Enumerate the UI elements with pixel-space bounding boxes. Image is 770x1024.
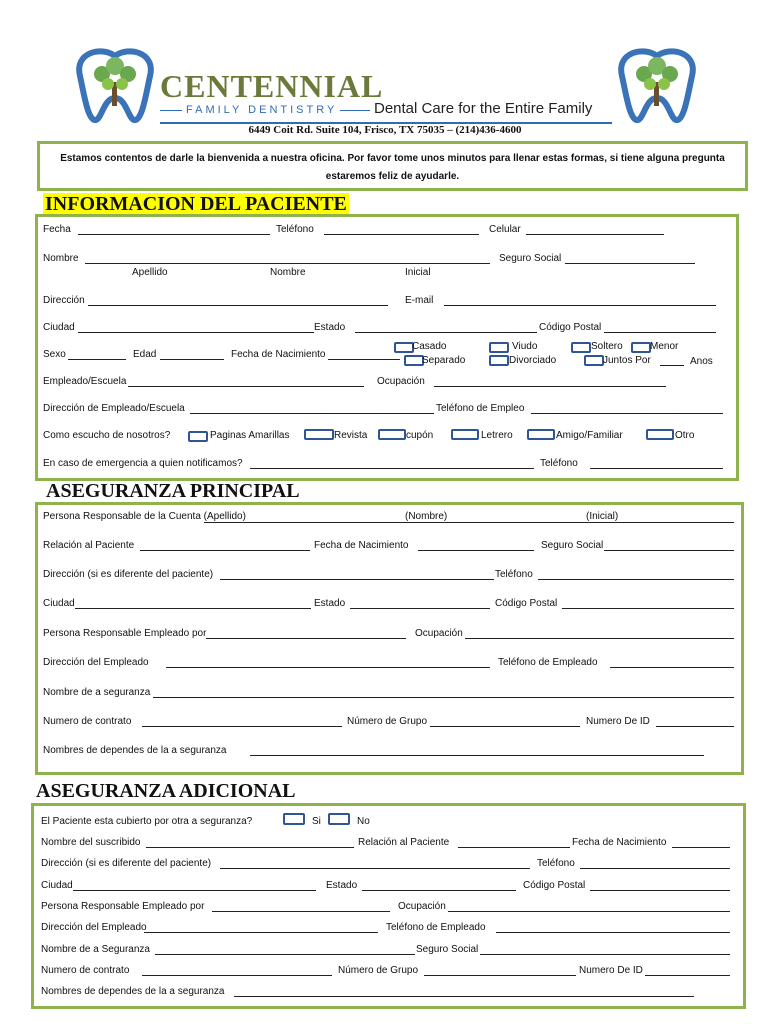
paginas-label: Paginas Amarillas [210, 430, 290, 441]
ciudad-add-field[interactable] [73, 890, 316, 891]
cubierto-label: El Paciente esta cubierto por otra a seguranza? [41, 816, 253, 827]
emergencia-label: En caso de emergencia a quien notificamos? [43, 458, 243, 469]
tel-empleado-primary-field[interactable] [610, 667, 734, 668]
fecha-nacimiento-label: Fecha de Nacimiento [231, 349, 326, 360]
ocupacion-field[interactable] [434, 386, 666, 387]
contrato-label: Numero de contrato [43, 716, 132, 727]
grupo-field[interactable] [430, 726, 580, 727]
telefono-primary-field[interactable] [538, 579, 734, 580]
responsable-field[interactable] [204, 522, 734, 523]
codigo-primary-field[interactable] [562, 608, 734, 609]
grupo-add-field[interactable] [424, 975, 576, 976]
relacion-label: Relación al Paciente [43, 540, 135, 551]
dir-empleado-primary-field[interactable] [166, 667, 490, 668]
divorciado-label: Divorciado [509, 355, 557, 366]
nombre-sub: Nombre [270, 267, 306, 278]
telefono-add-label: Teléfono [537, 858, 575, 869]
grupo-label: Número de Grupo [347, 716, 428, 727]
cupon-label: cupón [406, 430, 434, 441]
ocupacion-add-label: Ocupación [398, 901, 446, 912]
divorciado-checkbox[interactable] [489, 355, 509, 366]
soltero-label: Soltero [591, 341, 623, 352]
telefono-primary-label: Teléfono [495, 569, 533, 580]
empleado-label: Empleado/Escuela [43, 376, 127, 387]
dependes-add-field[interactable] [234, 996, 694, 997]
emergencia-field[interactable] [250, 468, 534, 469]
revista-checkbox[interactable] [304, 429, 334, 440]
tel-empleo-label: Teléfono de Empleo [436, 403, 525, 414]
celular-field[interactable] [526, 234, 664, 235]
office-address: 6449 Coit Rd. Suite 104, Frisco, TX 75035 – (214)436-4600 [248, 124, 522, 136]
ocupacion-primary-field[interactable] [465, 638, 734, 639]
fecha-nac-add-field[interactable] [672, 847, 730, 848]
direccion-add-label: Dirección (si es diferente del paciente) [41, 858, 212, 869]
letrero-checkbox[interactable] [451, 429, 479, 440]
ciudad-primary-field[interactable] [75, 608, 311, 609]
telefono-label: Teléfono [276, 224, 314, 235]
contrato-add-label: Numero de contrato [41, 965, 130, 976]
nombre-aseg-label: Nombre de a seguranza [43, 687, 151, 698]
dir-empleado-field[interactable] [190, 413, 434, 414]
welcome-text: Estamos contentos de darle la bienvenida a nuestra oficina. Por favor tome unos minutos para llenar estas formas, si tiene alguna pregunta estaremos feliz de ayudarle. [60, 153, 725, 182]
dir-empleado-primary-label: Dirección del Empleado [43, 657, 149, 668]
direccion-field[interactable] [88, 305, 388, 306]
id-field[interactable] [656, 726, 734, 727]
direccion-add-field[interactable] [220, 868, 530, 869]
direccion-primary-label: Dirección (si es diferente del paciente) [43, 569, 214, 580]
id-label: Numero De ID [586, 716, 650, 727]
separado-checkbox[interactable] [404, 355, 424, 366]
dir-empleado-add-field[interactable] [144, 932, 378, 933]
nombre-aseg-field[interactable] [153, 697, 734, 698]
cupon-checkbox[interactable] [378, 429, 406, 440]
edad-label: Edad [133, 349, 157, 360]
tel-empleado-primary-label: Teléfono de Empleado [498, 657, 598, 668]
fecha-nac-field[interactable] [418, 550, 534, 551]
relacion-field[interactable] [140, 550, 310, 551]
telefono-field[interactable] [324, 234, 479, 235]
sexo-field[interactable] [68, 359, 126, 360]
id-add-label: Numero De ID [579, 965, 643, 976]
si-label: Si [312, 816, 321, 827]
seguro-social-field[interactable] [565, 263, 695, 264]
casado-checkbox[interactable] [394, 342, 414, 353]
nombre-label: Nombre [43, 253, 79, 264]
no-checkbox[interactable] [328, 813, 350, 825]
fecha-nac-add-label: Fecha de Nacimiento [572, 837, 667, 848]
juntos-anos-field[interactable] [660, 365, 684, 366]
brand-name: CENTENNIAL [160, 68, 384, 104]
empleado-field[interactable] [128, 386, 364, 387]
additional-section-title: ASEGURANZA ADICIONAL [36, 780, 296, 802]
como-escucho-label: Como escucho de nosotros? [43, 430, 171, 441]
codigo-postal-label: Código Postal [539, 322, 602, 333]
ocupacion-primary-label: Ocupación [415, 628, 463, 639]
empleado-por-label: Persona Responsable Empleado por [43, 628, 207, 639]
email-label: E-mail [405, 295, 434, 306]
estado-primary-field[interactable] [350, 608, 490, 609]
empleado-por-add-field[interactable] [212, 911, 390, 912]
suscribido-label: Nombre del suscribido [41, 837, 141, 848]
viudo-label: Viudo [512, 341, 538, 352]
tel-empleado-add-label: Teléfono de Empleado [386, 922, 486, 933]
direccion-primary-field[interactable] [220, 579, 494, 580]
grupo-add-label: Número de Grupo [338, 965, 419, 976]
primary-section-title: ASEGURANZA PRINCIPAL [46, 480, 300, 502]
ocupacion-label: Ocupación [377, 376, 425, 387]
relacion-add-field[interactable] [458, 847, 570, 848]
dir-empleado-label: Dirección de Empleado/Escuela [43, 403, 185, 414]
fecha-label: Fecha [43, 224, 71, 235]
no-label: No [357, 816, 370, 827]
casado-label: Casado [412, 341, 447, 352]
codigo-primary-label: Código Postal [495, 598, 558, 609]
dependes-add-label: Nombres de dependes de la a seguranza [41, 986, 225, 997]
responsable-inicial-label: (Inicial) [586, 511, 619, 522]
menor-label: Menor [650, 341, 679, 352]
nombre-aseg-add-label: Nombre de a Seguranza [41, 944, 150, 955]
suscribido-field[interactable] [146, 847, 354, 848]
seguro-social-label: Seguro Social [499, 253, 562, 264]
estado-add-label: Estado [326, 880, 358, 891]
estado-add-field[interactable] [362, 890, 516, 891]
ocupacion-add-field[interactable] [448, 911, 730, 912]
dir-empleado-add-label: Dirección del Empleado [41, 922, 147, 933]
empleado-por-field[interactable] [206, 638, 406, 639]
tooth-tree-icon [72, 46, 158, 124]
soltero-checkbox[interactable] [571, 342, 591, 353]
dependes-label: Nombres de dependes de la a seguranza [43, 745, 227, 756]
direccion-label: Dirección [43, 295, 85, 306]
codigo-postal-field[interactable] [604, 332, 716, 333]
amigo-label: Amigo/Familiar [556, 430, 623, 441]
seguro-field[interactable] [604, 550, 734, 551]
juntos-por-label: Juntos Por [603, 355, 651, 366]
ciudad-primary-label: Ciudad [43, 598, 75, 609]
patient-section-title: INFORMACION DEL PACIENTE [45, 193, 347, 215]
otro-label: Otro [675, 430, 695, 441]
responsable-label: Persona Responsable de la Cuenta (Apellido) [43, 511, 246, 522]
si-checkbox[interactable] [283, 813, 305, 825]
email-field[interactable] [444, 305, 716, 306]
fecha-nacimiento-field[interactable] [328, 359, 400, 360]
fecha-field[interactable] [78, 234, 270, 235]
dependes-field[interactable] [250, 755, 704, 756]
emergencia-telefono-label: Teléfono [540, 458, 578, 469]
letrero-label: Letrero [481, 430, 513, 441]
seguro-label: Seguro Social [541, 540, 604, 551]
codigo-add-field[interactable] [590, 890, 730, 891]
tagline: Dental Care for the Entire Family [374, 100, 593, 117]
juntos-checkbox[interactable] [584, 355, 604, 366]
tel-empleo-field[interactable] [531, 413, 723, 414]
inicial-sub: Inicial [405, 267, 431, 278]
relacion-add-label: Relación al Paciente [358, 837, 450, 848]
viudo-checkbox[interactable] [489, 342, 509, 353]
amigo-checkbox[interactable] [527, 429, 555, 440]
emergencia-telefono-field[interactable] [590, 468, 723, 469]
contrato-field[interactable] [142, 726, 342, 727]
nombre-field[interactable] [85, 263, 490, 264]
tooth-tree-icon [614, 46, 700, 124]
revista-label: Revista [334, 430, 368, 441]
ciudad-label: Ciudad [43, 322, 75, 333]
telefono-add-field[interactable] [580, 868, 730, 869]
seguro-add-label: Seguro Social [416, 944, 479, 955]
anos-label: Anos [690, 356, 713, 367]
id-add-field[interactable] [645, 975, 730, 976]
edad-field[interactable] [160, 359, 224, 360]
empleado-por-add-label: Persona Responsable Empleado por [41, 901, 205, 912]
estado-primary-label: Estado [314, 598, 346, 609]
codigo-add-label: Código Postal [523, 880, 586, 891]
nombre-aseg-add-field[interactable] [155, 954, 415, 955]
seguro-add-field[interactable] [480, 954, 730, 955]
separado-label: Separado [422, 355, 466, 366]
ciudad-add-label: Ciudad [41, 880, 73, 891]
tel-empleado-add-field[interactable] [496, 932, 730, 933]
welcome-box [37, 141, 748, 191]
paginas-checkbox[interactable] [188, 431, 208, 442]
estado-label: Estado [314, 322, 346, 333]
otro-checkbox[interactable] [646, 429, 674, 440]
sexo-label: Sexo [43, 349, 66, 360]
responsable-nombre-label: (Nombre) [405, 511, 448, 522]
estado-field[interactable] [355, 332, 537, 333]
brand-subtitle: FAMILY DENTISTRY [186, 104, 338, 116]
ciudad-field[interactable] [78, 332, 314, 333]
fecha-nac-label: Fecha de Nacimiento [314, 540, 409, 551]
apellido-sub: Apellido [132, 267, 168, 278]
menor-checkbox[interactable] [631, 342, 651, 353]
celular-label: Celular [489, 224, 521, 235]
contrato-add-field[interactable] [142, 975, 332, 976]
